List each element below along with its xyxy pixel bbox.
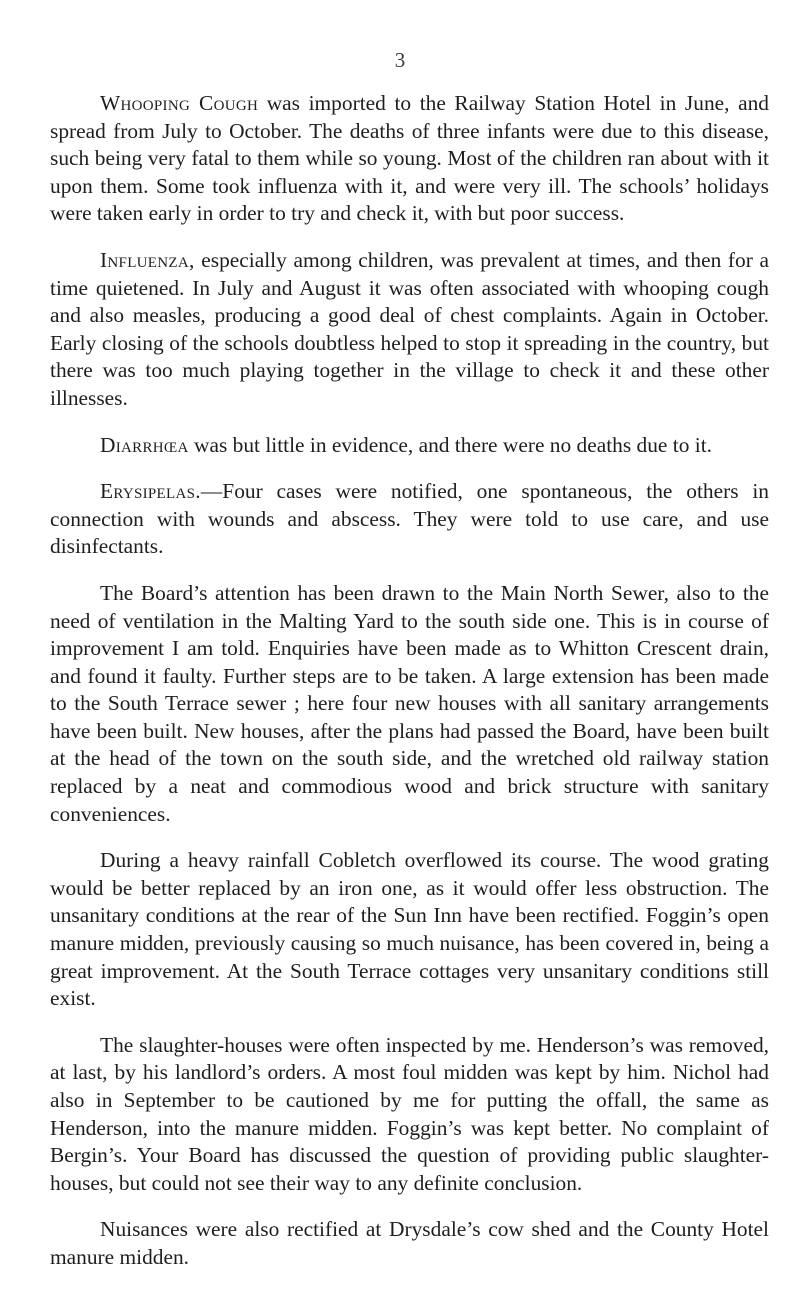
- paragraph-slaughter-houses: [50, 1032, 769, 1198]
- section-heading-erysipelas: Erysipelas.: [100, 479, 201, 504]
- paragraph-text: During a heavy rainfall Cobletch overflowed its course. The wood grating would be better replaced by an iron one, as it would offer less obstruction. The unsanitary conditions at the rear of the Sun Inn have been rectified. Foggin’s open manure midden, previously causing so much nuisance, has been covered in, being a great improvement. At the South Terrace cottages very unsanitary conditions still exist.: [50, 848, 769, 1011]
- paragraph-whooping-cough: [50, 90, 769, 228]
- paragraph-rainfall: [50, 847, 769, 1013]
- paragraph-text: especially among children, was prevalent at times, and then for a time quietened. In July and August it was often associated with whooping cough and also measles, producing a good deal of chest complaints. Again in October. Early closing of the schools doubtless helped to stop it spreading in the country, but there was too much playing together in the village to check it and these other illnesses.: [50, 247, 769, 410]
- page-number: 3: [394, 48, 406, 72]
- paragraph-influenza: [50, 247, 769, 413]
- paragraph-diarrhoea: [50, 432, 769, 460]
- paragraph-text: was imported to the Railway Station Hotel in June, and spread from July to October. The deaths of three infants were due to this disease, such being very fatal to them while so young. Most of the children ran about with it upon them. Some took influenza with it, and were very ill. The schools’ holidays were taken early in order to try and check it, with but poor success.: [50, 91, 769, 226]
- paragraph-text: —Four cases were notified, one spontaneous, the others in connection with wounds and abscess. They were told to use care, and use disinfectants.: [50, 479, 769, 559]
- report-body: [50, 90, 769, 1291]
- section-heading-influenza: Influenza,: [100, 247, 195, 272]
- paragraph-text: The slaughter-houses were often inspected by me. Henderson’s was removed, at last, by his landlord’s orders. A most foul midden was kept by him. Nichol had also in September to be cautioned by me for putting the offall, the same as Henderson, into the manure midden. Foggin’s was kept better. No complaint of Bergin’s. Your Board has discussed the question of providing public slaughter-houses, but could not see their way to any definite conclusion.: [50, 1032, 769, 1195]
- paragraph-text: The Board’s attention has been drawn to the Main North Sewer, also to the need of ventilation in the Malting Yard to the south side one. This is in course of improvement I am told. Enquiries have been made as to Whitton Crescent drain, and found it faulty. Further steps are to be taken. A large extension has been made to the South Terrace sewer ; here four new houses with all sanitary arrangements have been built. New houses, after the plans had passed the Board, have been built at the head of the town on the south side, and the wretched old railway station replaced by a neat and commodious wood and brick structure with sanitary conveniences.: [50, 580, 769, 826]
- paragraph-erysipelas: [50, 478, 769, 561]
- paragraph-sewers: [50, 580, 769, 828]
- section-heading-whooping-cough: Whooping Cough: [100, 91, 259, 115]
- paragraph-text: was but little in evidence, and there were no deaths due to it.: [188, 432, 712, 457]
- paragraph-text: Nuisances were also rectified at Drysdale’s cow shed and the County Hotel manure midden.: [50, 1217, 769, 1269]
- section-heading-diarrhoea: Diarrhœa: [100, 432, 189, 457]
- paragraph-nuisances: [50, 1216, 769, 1271]
